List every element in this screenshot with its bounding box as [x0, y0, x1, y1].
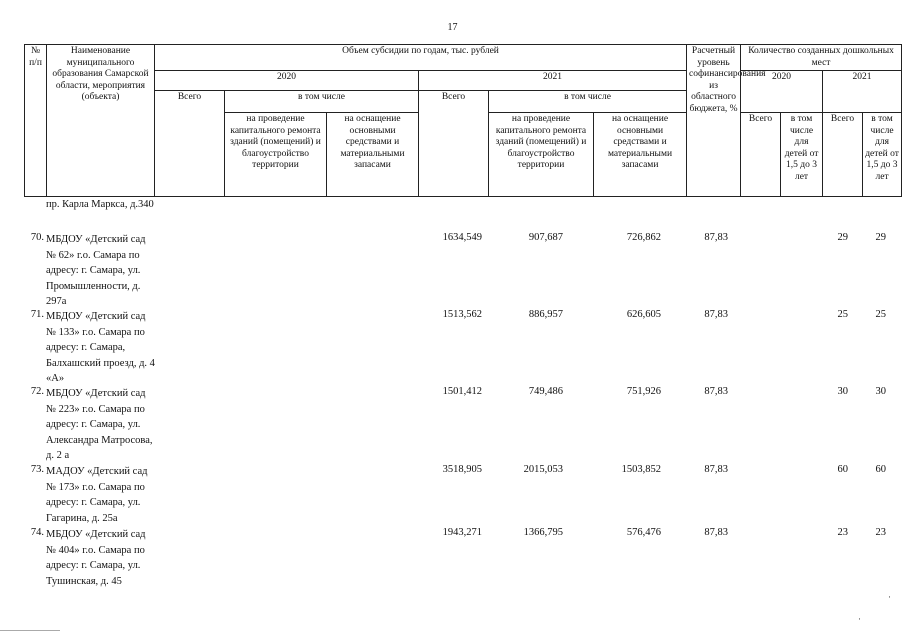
row-num: 74. — [30, 527, 44, 538]
row-equip-2021: 726,862 — [626, 232, 661, 243]
header-places-total-2021: Всего — [823, 113, 863, 197]
row-name: МБДОУ «Детский сад № 62» г.о. Самара по адресу: г. Самара, ул. Промышленности, д. 297а — [46, 234, 146, 307]
header-year-2020: 2020 — [155, 71, 419, 91]
row-children-2021: 60 — [875, 464, 886, 475]
header-incl-2020: в том числе — [225, 91, 419, 113]
row-places-2021: 30 — [837, 386, 848, 397]
header-children-2020: в том числе для детей от 1,5 до 3 лет — [781, 113, 823, 197]
row-equip-2021: 576,476 — [626, 527, 661, 538]
header-total-2021: Всего — [419, 91, 489, 197]
row-repair-2021: 749,486 — [528, 386, 563, 397]
row-children-2021: 25 — [875, 309, 886, 320]
row-num: 71. — [30, 309, 44, 320]
header-num: № п/п — [25, 45, 47, 197]
row-places-2021: 60 — [837, 464, 848, 475]
header-total-2020: Всего — [155, 91, 225, 197]
page-number: 17 — [447, 22, 458, 33]
header-incl-2021: в том числе — [489, 91, 687, 113]
row-equip-2021: 751,926 — [626, 386, 661, 397]
header-places: Количество созданных дошкольных мест — [741, 45, 902, 71]
row-cofin: 87,83 — [704, 527, 728, 538]
header-equip-2021: на оснащение основными средствами и материальными запасами — [594, 113, 687, 197]
header-subsidy: Объем субсидии по годам, тыс. рублей — [155, 45, 687, 71]
table-header — [24, 44, 902, 197]
row-repair-2021: 907,687 — [528, 232, 563, 243]
row-cofin: 87,83 — [704, 232, 728, 243]
row-repair-2021: 1366,795 — [523, 527, 563, 538]
row-total-2021: 1943,271 — [442, 527, 482, 538]
row-total-2021: 1501,412 — [442, 386, 482, 397]
row-num: 73. — [30, 464, 44, 475]
row-repair-2021: 2015,053 — [523, 464, 563, 475]
row-places-2021: 29 — [837, 232, 848, 243]
row-name: пр. Карла Маркса, д.340 — [46, 199, 154, 210]
row-cofin: 87,83 — [704, 464, 728, 475]
row-total-2021: 3518,905 — [442, 464, 482, 475]
scan-speck: · — [858, 614, 861, 624]
row-places-2021: 25 — [837, 309, 848, 320]
header-equip-2020: на оснащение основными средствами и материальными запасами — [327, 113, 419, 197]
scan-edge-line — [0, 630, 60, 631]
row-name: МБДОУ «Детский сад № 223» г.о. Самара по адресу: г. Самара, ул. Александра Матросова, д. 2 а — [46, 388, 153, 461]
row-name: МБДОУ «Детский сад № 404» г.о. Самара по адресу: г. Самара, ул. Тушинская, д. 45 — [46, 529, 146, 587]
row-total-2021: 1634,549 — [442, 232, 482, 243]
scan-speck: · — [888, 592, 891, 602]
row-equip-2021: 626,605 — [626, 309, 661, 320]
row-repair-2021: 886,957 — [528, 309, 563, 320]
row-name: МБДОУ «Детский сад № 133» г.о. Самара по адресу: г. Самара, Балхашский проезд, д. 4 «А» — [46, 311, 155, 384]
row-children-2021: 23 — [875, 527, 886, 538]
header-name: Наименование муниципального образования Самарской области, мероприятия (объекта) — [47, 45, 155, 197]
header-places-total-2020: Всего — [741, 113, 781, 197]
row-children-2021: 30 — [875, 386, 886, 397]
header-cofin: Расчетный уровень софинансирования из областного бюджета, % — [687, 45, 741, 197]
row-places-2021: 23 — [837, 527, 848, 538]
header-children-2021: в том числе для детей от 1,5 до 3 лет — [863, 113, 902, 197]
row-name: МАДОУ «Детский сад № 173» г.о. Самара по адресу: г. Самара, ул. Гагарина, д. 25а — [46, 466, 148, 524]
row-cofin: 87,83 — [704, 309, 728, 320]
header-places-2021: 2021 — [823, 71, 902, 113]
header-repair-2021: на проведение капитального ремонта зданий (помещений) и благоустройство территории — [489, 113, 594, 197]
header-year-2021: 2021 — [419, 71, 687, 91]
header-places-2020: 2020 — [741, 71, 823, 113]
row-cofin: 87,83 — [704, 386, 728, 397]
row-num: 72. — [30, 386, 44, 397]
row-total-2021: 1513,562 — [442, 309, 482, 320]
row-children-2021: 29 — [875, 232, 886, 243]
header-repair-2020: на проведение капитального ремонта зданий (помещений) и благоустройство территории — [225, 113, 327, 197]
row-equip-2021: 1503,852 — [621, 464, 661, 475]
row-num: 70. — [30, 232, 44, 243]
